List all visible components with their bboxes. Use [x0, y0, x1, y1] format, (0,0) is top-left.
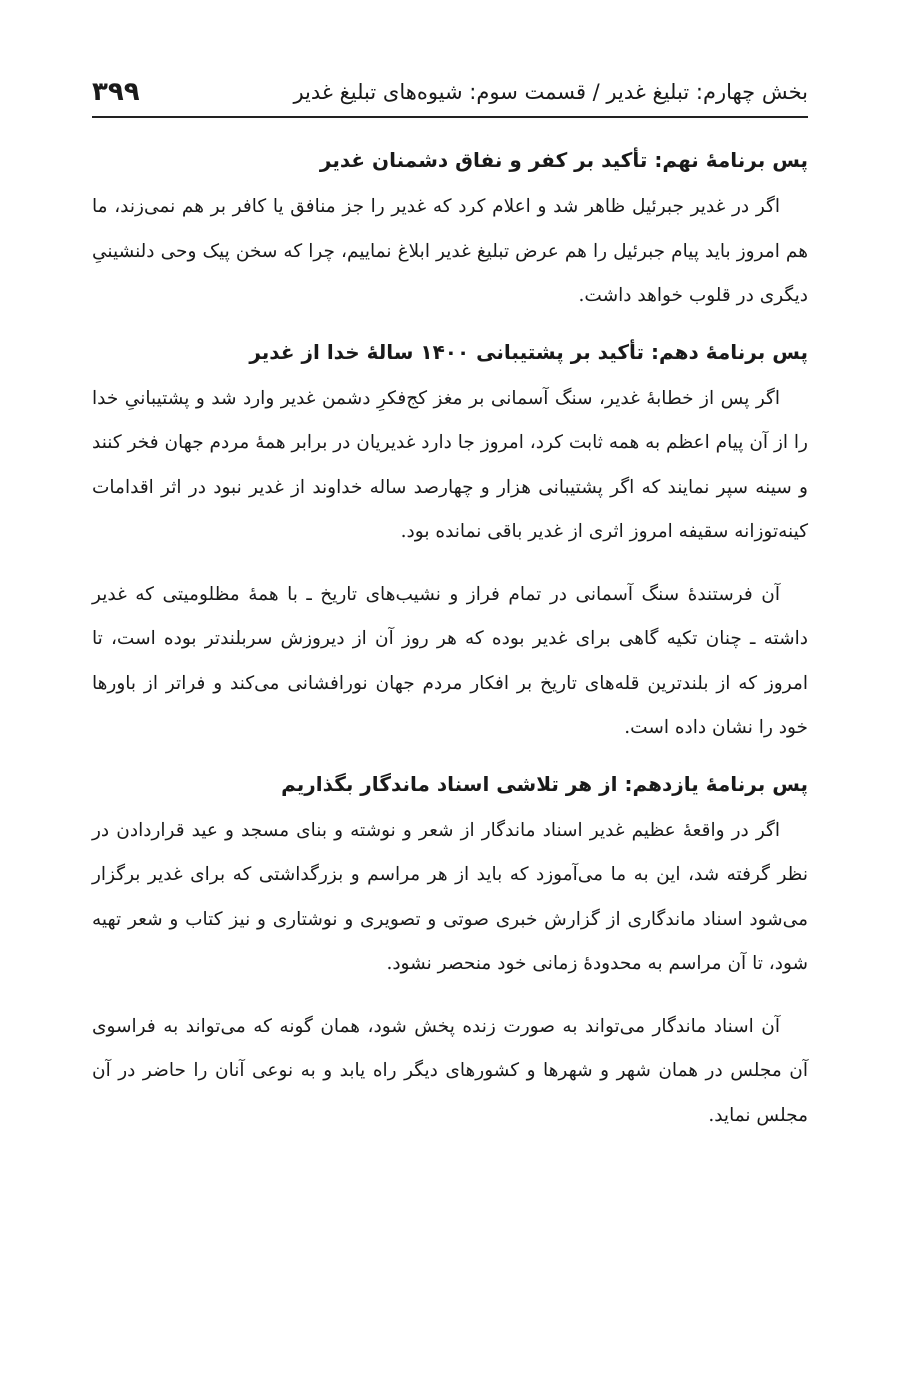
page-number: ۳۹۹: [92, 77, 140, 107]
paragraph: آن اسناد ماندگار می‌تواند به صورت زنده پخش شود، همان گونه که می‌تواند به فراسوی آن مجلس در همان شهر و شهرها و کشورهای دیگر راه یابد و به نوعی آنان را حاضر در آن مجلس نماید.: [92, 1015, 808, 1126]
page-body: [92, 145, 808, 1138]
section-heading: پس برنامهٔ دهم: تأکید بر پشتیبانی ۱۴۰۰ سالهٔ خدا از غدیر: [249, 339, 808, 364]
book-page: [92, 0, 808, 1390]
section-tenth-program: [92, 337, 808, 751]
running-title: بخش چهارم: تبلیغ غدیر / قسمت سوم: شیوه‌های تبلیغ غدیر: [293, 80, 808, 104]
paragraph: اگر پس از خطابهٔ غدیر، سنگ آسمانی بر مغز کج‌فکرِ دشمن غدیر وارد شد و پشتیبانیِ خدا را از آن پیام اعظم به همه ثابت کرد، امروز جا دارد غدیریان در برابر همهٔ مردم جهان فخر کنند و سینه سپر نمایند که اگر پشتیبانی هزار و چهارصد ساله خداوند از غدیر نبود در اثر اقدامات کینه‌توزانه سقیفه امروز اثری از غدیر باقی نمانده بود.: [92, 387, 808, 542]
section-eleventh-program: [92, 769, 808, 1139]
section-heading: پس برنامهٔ یازدهم: از هر تلاشی اسناد ماندگار بگذاریم: [281, 771, 808, 796]
section-heading: پس برنامهٔ نهم: تأکید بر کفر و نفاق دشمنان غدیر: [319, 148, 808, 172]
paragraph: اگر در غدیر جبرئیل ظاهر شد و اعلام کرد که غدیر را جز منافق یا کافر بر هم نمی‌زند، ما هم امروز باید پیام جبرئیل را هم عرض تبلیغ غدیر ابلاغ نماییم، چرا که سخن پیک وحی دلنشینیِ دیگری در قلوب خواهد داشت.: [92, 196, 808, 306]
section-ninth-program: [92, 145, 808, 319]
running-header: [92, 72, 808, 118]
paragraph: اگر در واقعهٔ عظیم غدیر اسناد ماندگار از شعر و نوشته و بنای مسجد و عید قراردادن در نظر گرفته شد، این به ما می‌آموزد که باید از هر مراسم و بزرگداشتی که برای غدیر برگزار می‌شود اسناد ماندگاری از گزارش خبری صوتی و تصویری و نوشتاری و نیز کتاب و شعر تهیه شود، تا آن مراسم به محدودهٔ زمانی خود منحصر نشود.: [92, 819, 808, 974]
paragraph: آن فرستندهٔ سنگ آسمانی در تمام فراز و نشیب‌های تاریخ ـ با همهٔ مظلومیتی که غدیر داشته ـ چنان تکیه گاهی برای غدیر بوده که هر روز آن از دیروزش سربلندتر بوده است، تا امروز که از بلندترین قله‌های تاریخ بر افکار مردم جهان نورافشانی می‌کند و فراتر از باورها خود را نشان داده است.: [92, 583, 808, 738]
